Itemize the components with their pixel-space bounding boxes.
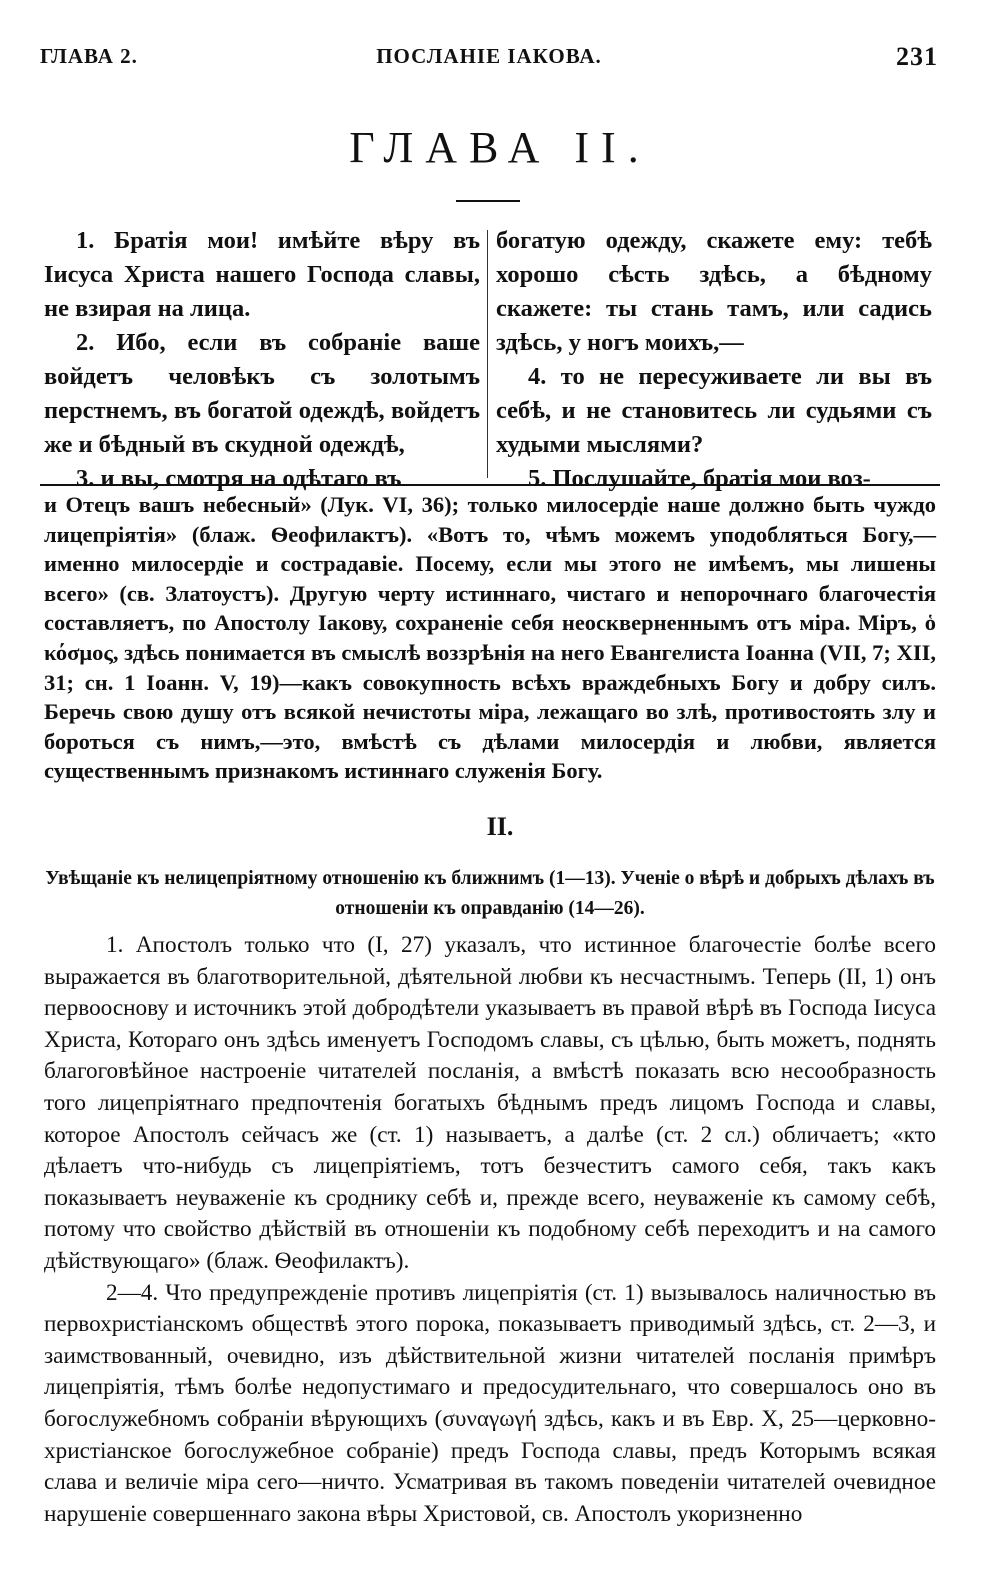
running-head: [40, 44, 938, 76]
verse-2: 2. Ибо, если въ собраніе ваше войдетъ человѣкъ съ золотымъ перстнемъ, въ богатой одеждѣ, войдетъ же и бѣдный въ скудной одеждѣ,: [44, 329, 480, 458]
column-divider: [487, 230, 488, 478]
section-number: II.: [486, 812, 514, 841]
verse-4: 4. то не пересуживаете ли вы въ себѣ, и не становитесь ли судьями съ худыми мыслями?: [496, 363, 932, 458]
running-head-chapter: ГЛАВА 2.: [40, 44, 138, 68]
page-number: 231: [896, 42, 938, 71]
main-commentary: [44, 930, 936, 1530]
commentary-paragraph: и Отецъ вашъ небесный» (Лук. VI, 36); только милосердіе наше должно быть чуждо лицепріятія» (блаж. Ѳеофилактъ). «Вотъ то, чѣмъ можемъ уподобляться Богу,—именно милосердіе и сострадавіе. Посему, если мы этого не имѣемъ, мы лишены всего» (св. Златоустъ). Другую черту истиннаго, чистаго и непорочнаго благочестія составляетъ, по Апостолу Іакову, сохраненіе себя неоскверненнымъ отъ міра. Міръ, ὁ κόσμος, здѣсь понимается въ смыслѣ воззрѣнія на него Евангелиста Іоанна (VII, 7; XII, 31; сн. 1 Іоанн. V, 19)—какъ совокупность всѣхъ враждебныхъ Богу и добру силъ. Беречь свою душу отъ всякой нечистоты міра, лежащаго во злѣ, противостоять злу и бороться съ нимъ,—это, вмѣстѣ съ дѣлами милосердія и любви, является существеннымъ признакомъ истиннаго служенія Богу.: [44, 492, 936, 784]
verse-3-continued: богатую одежду, скажете ему: тебѣ хорошо сѣсть здѣсь, а бѣдному скажете: ты стань тамъ, или садись здѣсь, у ногъ моихъ,—: [496, 227, 932, 356]
scripture-column-left: [44, 224, 480, 496]
section-rule: [40, 484, 940, 486]
heading-rule: [456, 200, 520, 202]
verse-1: 1. Братія мои! имѣйте вѣру въ Іисуса Христа нашего Господа славы, не взирая на лица.: [44, 227, 480, 322]
commentary-verse-1: 1. Апостолъ только что (I, 27) указалъ, что истинное благочестіе болѣе всего выражается въ благотворительной, дѣятельной любви къ несчастнымъ. Теперь (II, 1) онъ первооснову и источникъ этой добродѣтели указываетъ въ правой вѣрѣ въ Господа Іисуса Христа, Котораго онъ здѣсь именуетъ Господомъ славы, съ цѣлью, быть можетъ, поднять благоговѣйное настроеніе читателей посланія, а вмѣстѣ показать всю несообразность того лицепріятнаго предпочтенія богатыхъ бѣднымъ предъ лицомъ Господа и славы, которое Апостолъ сейчасъ же (ст. 1) называетъ, а далѣе (ст. 2 сл.) обличаетъ; «кто дѣлаетъ что-нибудь съ лицепріятіемъ, тотъ безчеститъ самого себя, такъ какъ показываетъ неуваженіе къ сроднику себѣ и, прежде всего, неуваженіе къ самому себѣ, потому что свойство дѣйствій въ отношеніи къ подобному себѣ переходитъ и на самого дѣйствующаго» (блаж. Ѳеофилактъ).: [44, 932, 936, 1274]
running-head-title: ПОСЛАНІЕ ІАКОВА.: [376, 44, 602, 68]
commentary-continued: [44, 490, 936, 786]
verse-5-start: 5. Послушайте, братія мои воз-: [528, 465, 871, 492]
section-summary: Увѣщаніе къ нелицепріятному отношенію къ ближнимъ (1—13). Ученіе о вѣрѣ и добрыхъ дѣлахъ въ отношеніи къ оправданію (14—26).: [45, 868, 935, 919]
commentary-verses-2-4: 2—4. Что предупрежденіе противъ лицепріятія (ст. 1) вызывалось наличностью въ первохристіанскомъ обществѣ этого порока, показываетъ приводимый здѣсь, ст. 2—3, и заимствованный, очевидно, изъ дѣйствительной жизни читателей посланія примѣръ лицепріятія, тѣмъ болѣе недопустимаго и предосудительнаго, что совершалось оно въ богослужебномъ собраніи вѣрующихъ (συναγωγή здѣсь, какъ и въ Евр. X, 25—церковно-христіанское богослужебное собраніе) предъ Господа славы, предъ Которымъ всякая слава и величіе міра сего—ничто. Усматривая въ такомъ поведеніи читателей очевидное нарушеніе совершеннаго закона вѣры Христовой, св. Апостолъ укоризненно: [44, 1279, 936, 1527]
verse-3-start: 3. и вы, смотря на одѣтаго въ: [76, 465, 402, 492]
scripture-column-right: [496, 224, 932, 496]
chapter-heading: ГЛАВА II.: [349, 123, 651, 172]
